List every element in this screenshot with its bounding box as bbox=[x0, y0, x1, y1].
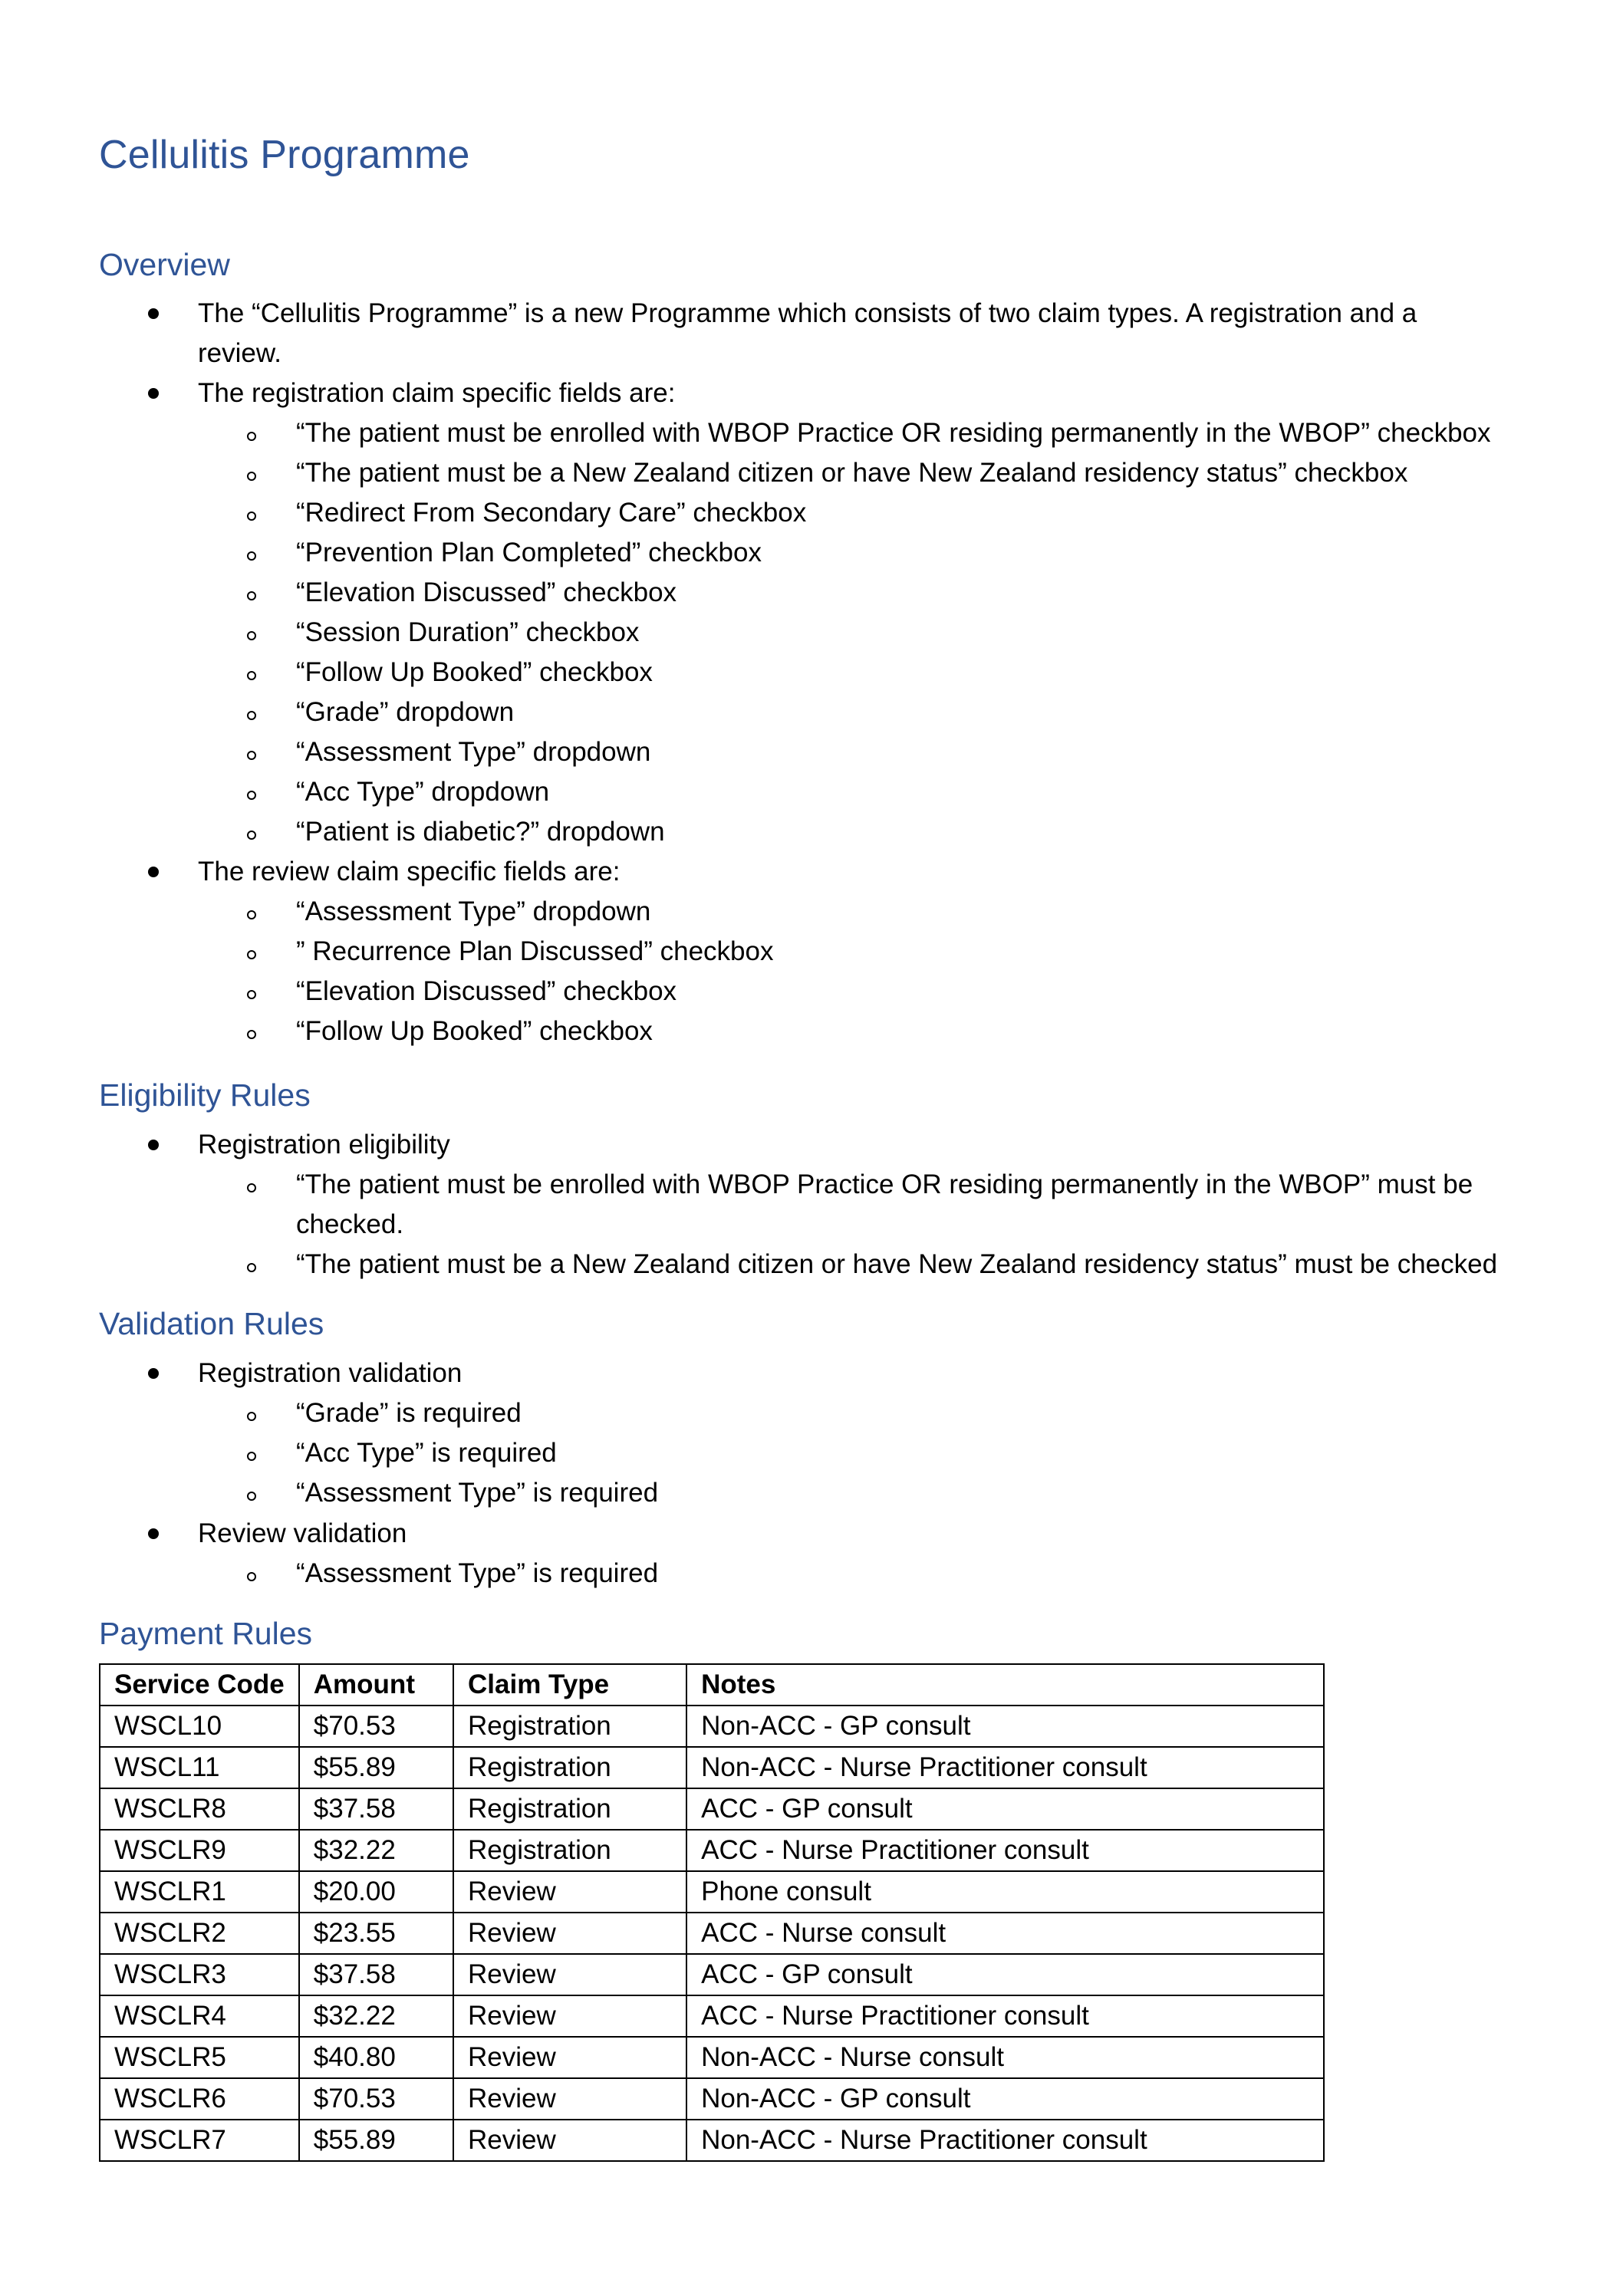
validation-rule-item: “Acc Type” is required bbox=[296, 1438, 557, 1468]
column-header: Notes bbox=[686, 1664, 1324, 1706]
sub-bullet-icon bbox=[247, 1030, 256, 1039]
sub-bullet-icon bbox=[247, 432, 256, 441]
review-validation-label: Review validation bbox=[198, 1518, 407, 1548]
table-row bbox=[100, 1913, 1324, 1954]
page-title: Cellulitis Programme bbox=[99, 133, 470, 177]
validation-rule-item: “Assessment Type” is required bbox=[296, 1558, 659, 1588]
service-code-cell: WSCLR8 bbox=[100, 1788, 299, 1830]
notes-cell: Phone consult bbox=[686, 1871, 1324, 1913]
bullet-icon bbox=[148, 1528, 159, 1539]
sub-bullet-icon bbox=[247, 1492, 256, 1501]
amount-cell: $55.89 bbox=[299, 2120, 453, 2161]
table-row bbox=[100, 1747, 1324, 1788]
sub-bullet-icon bbox=[247, 591, 256, 600]
claim-type-cell: Review bbox=[453, 1954, 686, 1995]
registration-field-item: “Prevention Plan Completed” checkbox bbox=[296, 538, 762, 567]
claim-type-cell: Registration bbox=[453, 1747, 686, 1788]
eligibility-rule: “The patient must be a New Zealand citizen or have New Zealand residency status” must be checked bbox=[296, 1249, 1498, 1279]
table-row bbox=[100, 1954, 1324, 1995]
review-field-item: “Elevation Discussed” checkbox bbox=[296, 976, 677, 1006]
service-code-cell: WSCLR7 bbox=[100, 2120, 299, 2161]
registration-eligibility-label: Registration eligibility bbox=[198, 1130, 450, 1160]
service-code-cell: WSCLR9 bbox=[100, 1830, 299, 1871]
registration-field-item: “The patient must be a New Zealand citizen or have New Zealand residency status” checkbox bbox=[296, 458, 1408, 488]
service-code-cell: WSCLR2 bbox=[100, 1913, 299, 1954]
eligibility-rule-line1: “The patient must be enrolled with WBOP Practice OR residing permanently in the WBOP” must be bbox=[296, 1169, 1473, 1199]
registration-field-item: “Follow Up Booked” checkbox bbox=[296, 657, 653, 687]
amount-cell: $70.53 bbox=[299, 2078, 453, 2120]
registration-field-item: “The patient must be enrolled with WBOP Practice OR residing permanently in the WBOP” checkbox bbox=[296, 418, 1491, 448]
service-code-cell: WSCL10 bbox=[100, 1706, 299, 1747]
bullet-icon bbox=[148, 308, 159, 319]
overview-intro-line1: The “Cellulitis Programme” is a new Programme which consists of two claim types. A registration and a bbox=[198, 298, 1417, 328]
service-code-cell: WSCLR1 bbox=[100, 1871, 299, 1913]
registration-field-item: “Redirect From Secondary Care” checkbox bbox=[296, 498, 807, 528]
validation-rule-item: “Assessment Type” is required bbox=[296, 1478, 659, 1508]
sub-bullet-icon bbox=[247, 791, 256, 800]
bullet-icon bbox=[148, 867, 159, 877]
service-code-cell: WSCL11 bbox=[100, 1747, 299, 1788]
sub-bullet-icon bbox=[247, 631, 256, 640]
table-row bbox=[100, 2037, 1324, 2078]
sub-bullet-icon bbox=[247, 711, 256, 720]
service-code-cell: WSCLR3 bbox=[100, 1954, 299, 1995]
registration-validation-label: Registration validation bbox=[198, 1358, 463, 1388]
sub-bullet-icon bbox=[247, 990, 256, 999]
bullet-icon bbox=[148, 1140, 159, 1150]
sub-bullet-icon bbox=[247, 1452, 256, 1461]
service-code-cell: WSCLR4 bbox=[100, 1995, 299, 2037]
amount-cell: $55.89 bbox=[299, 1747, 453, 1788]
table-header-row bbox=[100, 1664, 1324, 1706]
notes-cell: ACC - Nurse Practitioner consult bbox=[686, 1995, 1324, 2037]
claim-type-cell: Review bbox=[453, 2120, 686, 2161]
overview-heading: Overview bbox=[99, 247, 230, 282]
amount-cell: $20.00 bbox=[299, 1871, 453, 1913]
registration-field-item: “Acc Type” dropdown bbox=[296, 777, 550, 807]
amount-cell: $40.80 bbox=[299, 2037, 453, 2078]
claim-type-cell: Review bbox=[453, 1913, 686, 1954]
sub-bullet-icon bbox=[247, 751, 256, 760]
sub-bullet-icon bbox=[247, 950, 256, 959]
sub-bullet-icon bbox=[247, 551, 256, 561]
review-field-item: “Follow Up Booked” checkbox bbox=[296, 1016, 653, 1046]
claim-type-cell: Review bbox=[453, 1995, 686, 2037]
claim-type-cell: Review bbox=[453, 2078, 686, 2120]
claim-type-cell: Registration bbox=[453, 1788, 686, 1830]
column-header: Amount bbox=[299, 1664, 453, 1706]
sub-bullet-icon bbox=[247, 831, 256, 840]
review-fields-label: The review claim specific fields are: bbox=[198, 857, 621, 886]
notes-cell: ACC - GP consult bbox=[686, 1954, 1324, 1995]
notes-cell: ACC - Nurse Practitioner consult bbox=[686, 1830, 1324, 1871]
sub-bullet-icon bbox=[247, 671, 256, 680]
registration-field-item: “Assessment Type” dropdown bbox=[296, 737, 651, 767]
amount-cell: $23.55 bbox=[299, 1913, 453, 1954]
eligibility-heading: Eligibility Rules bbox=[99, 1077, 311, 1113]
sub-bullet-icon bbox=[247, 1263, 256, 1272]
claim-type-cell: Registration bbox=[453, 1706, 686, 1747]
registration-field-item: “Session Duration” checkbox bbox=[296, 617, 640, 647]
eligibility-rule-line2: checked. bbox=[296, 1209, 404, 1239]
service-code-cell: WSCLR6 bbox=[100, 2078, 299, 2120]
amount-cell: $32.22 bbox=[299, 1995, 453, 2037]
service-code-cell: WSCLR5 bbox=[100, 2037, 299, 2078]
table-row bbox=[100, 2120, 1324, 2161]
amount-cell: $32.22 bbox=[299, 1830, 453, 1871]
table-row bbox=[100, 1995, 1324, 2037]
payment-heading: Payment Rules bbox=[99, 1616, 313, 1651]
notes-cell: Non-ACC - Nurse Practitioner consult bbox=[686, 1747, 1324, 1788]
validation-rule-item: “Grade” is required bbox=[296, 1398, 522, 1428]
table-row bbox=[100, 1871, 1324, 1913]
sub-bullet-icon bbox=[247, 1183, 256, 1192]
registration-field-item: “Grade” dropdown bbox=[296, 697, 515, 727]
notes-cell: ACC - Nurse consult bbox=[686, 1913, 1324, 1954]
table-row bbox=[100, 2078, 1324, 2120]
payment-table bbox=[99, 1663, 1325, 2162]
bullet-icon bbox=[148, 388, 159, 399]
column-header: Claim Type bbox=[453, 1664, 686, 1706]
amount-cell: $70.53 bbox=[299, 1706, 453, 1747]
table-row bbox=[100, 1830, 1324, 1871]
overview-intro-line2: review. bbox=[198, 338, 281, 368]
amount-cell: $37.58 bbox=[299, 1788, 453, 1830]
registration-field-item: “Elevation Discussed” checkbox bbox=[296, 577, 677, 607]
notes-cell: Non-ACC - Nurse Practitioner consult bbox=[686, 2120, 1324, 2161]
claim-type-cell: Review bbox=[453, 2037, 686, 2078]
review-field-item: ” Recurrence Plan Discussed” checkbox bbox=[296, 936, 774, 966]
amount-cell: $37.58 bbox=[299, 1954, 453, 1995]
sub-bullet-icon bbox=[247, 1412, 256, 1421]
registration-field-item: “Patient is diabetic?” dropdown bbox=[296, 817, 665, 847]
table-row bbox=[100, 1706, 1324, 1747]
claim-type-cell: Review bbox=[453, 1871, 686, 1913]
validation-heading: Validation Rules bbox=[99, 1306, 324, 1341]
sub-bullet-icon bbox=[247, 472, 256, 481]
sub-bullet-icon bbox=[247, 1572, 256, 1581]
notes-cell: ACC - GP consult bbox=[686, 1788, 1324, 1830]
bullet-icon bbox=[148, 1368, 159, 1379]
notes-cell: Non-ACC - GP consult bbox=[686, 1706, 1324, 1747]
review-field-item: “Assessment Type” dropdown bbox=[296, 896, 651, 926]
column-header: Service Code bbox=[100, 1664, 299, 1706]
notes-cell: Non-ACC - Nurse consult bbox=[686, 2037, 1324, 2078]
sub-bullet-icon bbox=[247, 512, 256, 521]
sub-bullet-icon bbox=[247, 910, 256, 919]
claim-type-cell: Registration bbox=[453, 1830, 686, 1871]
notes-cell: Non-ACC - GP consult bbox=[686, 2078, 1324, 2120]
registration-fields-label: The registration claim specific fields are: bbox=[198, 378, 676, 408]
table-row bbox=[100, 1788, 1324, 1830]
